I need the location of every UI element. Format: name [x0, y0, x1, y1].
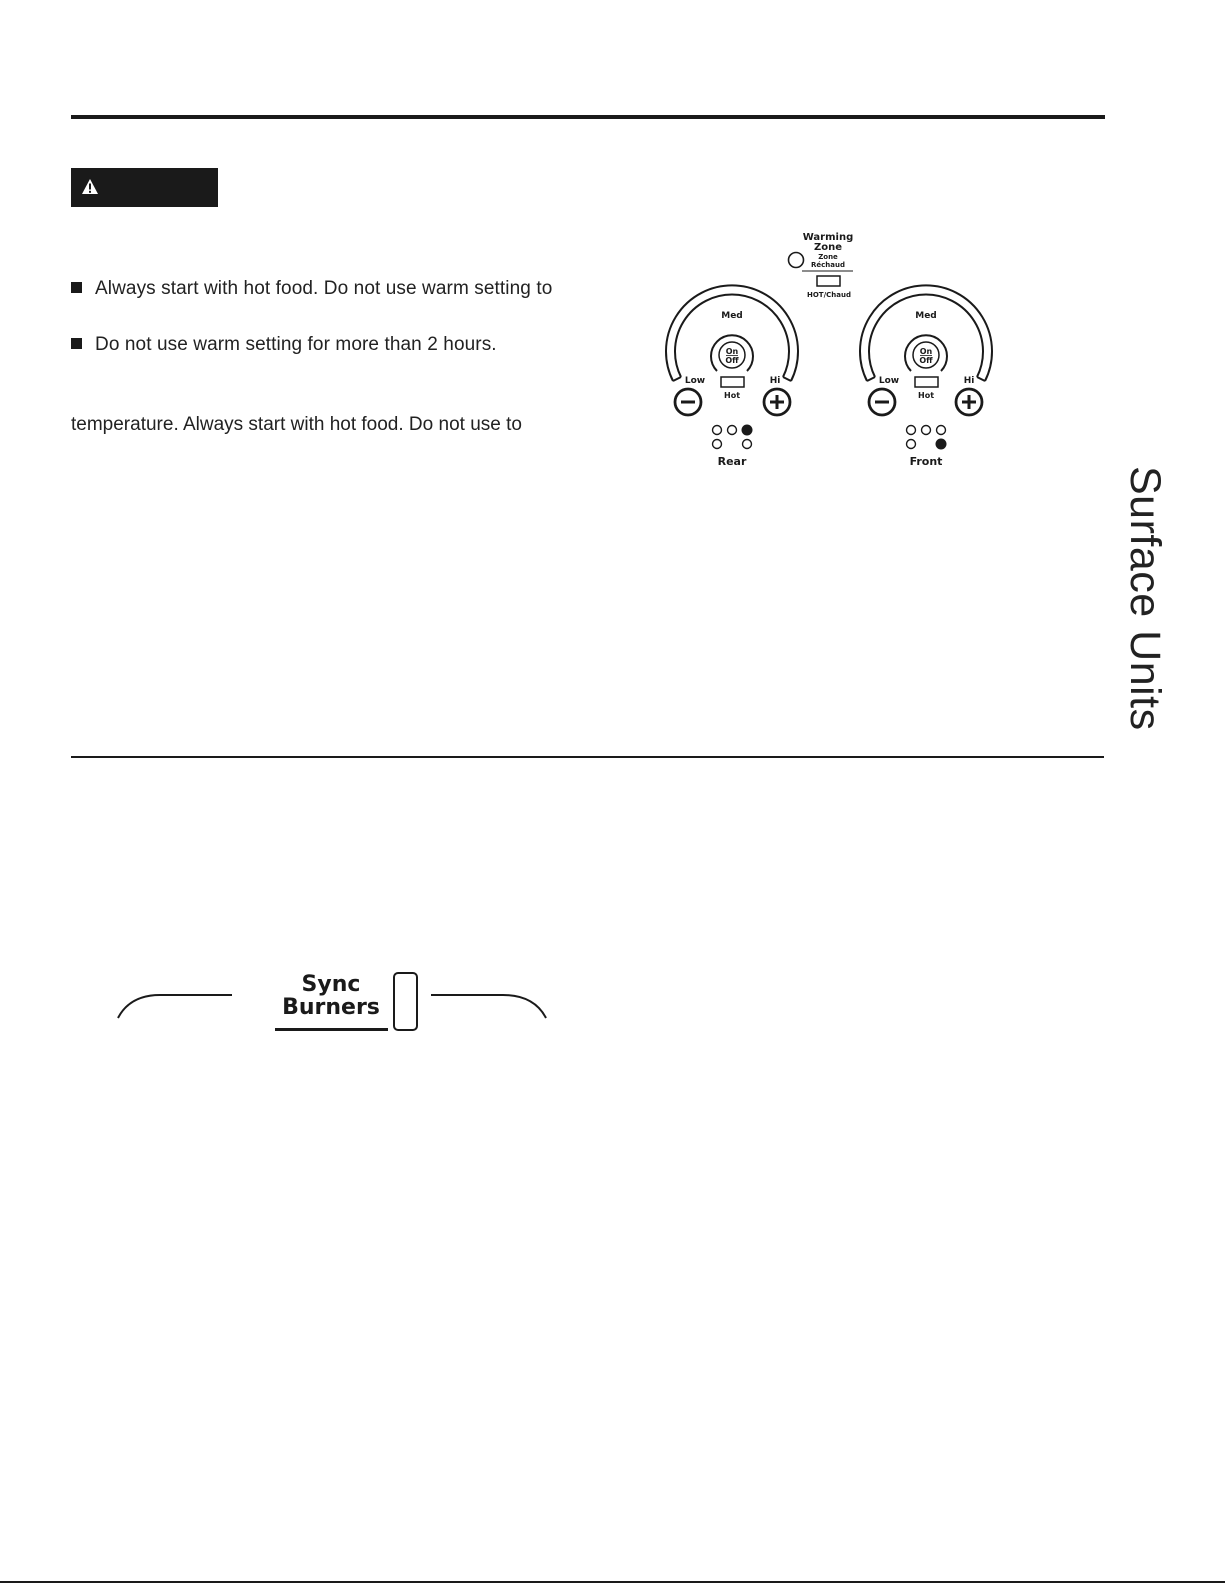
power-icon[interactable] [905, 335, 947, 371]
level-indicator-dots [713, 425, 753, 449]
burner-med-label: Med [721, 311, 743, 321]
bullet-item [71, 334, 497, 356]
bullet-item [71, 278, 552, 300]
burner-hi-label: Hi [769, 376, 781, 386]
warming-zone [789, 232, 854, 299]
burner-low-label: Low [684, 376, 706, 386]
warming-zone-hot-label: HOT/Chaud [807, 291, 851, 299]
bullet-text: Always start with hot food. Do not use warm setting to [95, 278, 553, 299]
minus-icon[interactable] [869, 389, 895, 415]
top-rule [71, 115, 1105, 119]
off-label: Off [725, 356, 739, 365]
sync-label-line-1: Sync [301, 972, 361, 997]
section-divider [71, 756, 1104, 758]
on-label: On [725, 347, 739, 356]
body-text-line: temperature. Always start with hot food. Do not use to [71, 414, 522, 435]
section-title: Surface Units [1121, 466, 1169, 731]
warming-zone-fr-2: Réchaud [811, 261, 845, 269]
burner-name: Front [909, 455, 943, 468]
warning-badge [71, 168, 218, 207]
sync-burners-button[interactable] [394, 973, 417, 1030]
panel-edge-right [431, 995, 546, 1018]
minus-icon[interactable] [675, 389, 701, 415]
burner-control-front [860, 285, 992, 468]
warming-zone-fr-1: Zone [818, 253, 838, 261]
warning-triangle-icon [81, 178, 99, 195]
sync-burners-illustration [100, 955, 570, 1050]
on-label: On [919, 347, 933, 356]
plus-icon[interactable] [956, 389, 982, 415]
warming-zone-title-1: Warming [802, 232, 854, 243]
bullet-square [71, 282, 82, 293]
warming-zone-title-2: Zone [813, 242, 843, 253]
control-panel-illustration [640, 225, 1040, 485]
off-label: Off [919, 356, 933, 365]
level-indicator-dots [907, 426, 947, 450]
burner-hot-label: Hot [917, 391, 935, 400]
hot-indicator-light [721, 377, 744, 387]
burner-med-label: Med [915, 311, 937, 321]
bullet-text: Do not use warm setting for more than 2 hours. [95, 334, 497, 355]
warming-zone-hot-light [817, 276, 840, 286]
burner-low-label: Low [878, 376, 900, 386]
burner-hi-label: Hi [963, 376, 975, 386]
warming-zone-indicator [789, 253, 804, 268]
bottom-rule [0, 1581, 1225, 1583]
plus-icon[interactable] [764, 389, 790, 415]
burner-control-rear [666, 285, 798, 468]
burner-name: Rear [717, 455, 747, 468]
hot-indicator-light [915, 377, 938, 387]
burner-hot-label: Hot [723, 391, 741, 400]
panel-edge-left [118, 995, 232, 1018]
section-title-vertical [1121, 466, 1177, 731]
power-icon[interactable] [711, 335, 753, 371]
bullet-square [71, 338, 82, 349]
sync-label-underline [275, 1028, 388, 1031]
sync-label-line-2: Burners [282, 995, 380, 1020]
